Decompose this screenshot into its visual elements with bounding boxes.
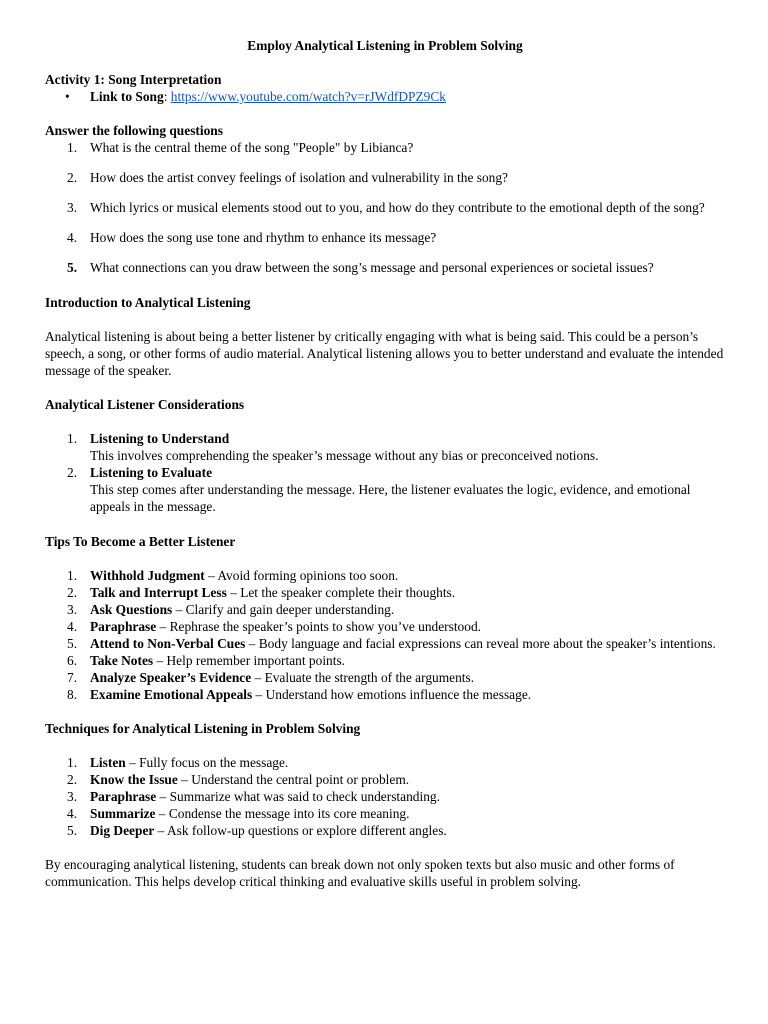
- tip-number: 2.: [67, 585, 78, 600]
- tip-term: Analyze Speaker’s Evidence: [90, 670, 252, 685]
- technique-desc: – Fully focus on the message.: [125, 755, 289, 770]
- tip-desc: – Body language and facial expressions can reveal more about the speaker’s intentions.: [245, 636, 716, 651]
- tip-item: [45, 567, 725, 584]
- technique-item: [45, 822, 725, 839]
- question-number: 1.: [67, 140, 78, 155]
- tip-item: [45, 635, 725, 652]
- tip-term: Withhold Judgment: [90, 568, 205, 583]
- question-item: [45, 139, 725, 156]
- technique-item: [45, 805, 725, 822]
- tip-term: Take Notes: [90, 653, 154, 668]
- questions-heading: Answer the following questions: [45, 123, 223, 138]
- tip-desc: – Clarify and gain deeper understanding.: [172, 602, 395, 617]
- question-item: [45, 169, 725, 186]
- technique-number: 2.: [67, 772, 78, 787]
- tip-item: [45, 618, 725, 635]
- techniques-heading: Techniques for Analytical Listening in Problem Solving: [45, 721, 361, 736]
- technique-term: Know the Issue: [90, 772, 178, 787]
- tip-number: 7.: [67, 670, 78, 685]
- technique-number: 4.: [67, 806, 78, 821]
- technique-term: Dig Deeper: [90, 823, 155, 838]
- tip-item: [45, 669, 725, 686]
- tip-term: Examine Emotional Appeals: [90, 687, 253, 702]
- question-text: How does the song use tone and rhythm to enhance its message?: [90, 230, 437, 245]
- consideration-item: [45, 464, 725, 515]
- technique-term: Listen: [90, 755, 126, 770]
- question-item: [45, 259, 725, 276]
- tip-item: [45, 601, 725, 618]
- technique-number: 1.: [67, 755, 78, 770]
- consideration-desc: This involves comprehending the speaker’s message without any bias or preconceived notions.: [90, 448, 599, 463]
- question-text: What is the central theme of the song "People" by Libianca?: [90, 140, 414, 155]
- questions-list: [45, 139, 725, 276]
- consideration-title: Listening to Evaluate: [90, 465, 213, 480]
- question-text: Which lyrics or musical elements stood out to you, and how do they contribute to the emotional depth of the song?: [90, 200, 705, 215]
- tip-term: Ask Questions: [90, 602, 173, 617]
- activity-list: [45, 88, 725, 105]
- tip-item: [45, 584, 725, 601]
- technique-desc: – Condense the message into its core meaning.: [155, 806, 410, 821]
- consideration-number: 2.: [67, 465, 78, 480]
- technique-item: [45, 788, 725, 805]
- technique-desc: – Ask follow-up questions or explore different angles.: [154, 823, 447, 838]
- technique-desc: – Understand the central point or problem.: [177, 772, 410, 787]
- tip-term: Talk and Interrupt Less: [90, 585, 227, 600]
- closing-paragraph: By encouraging analytical listening, students can break down not only spoken texts but also music and other forms of communication. This helps develop critical thinking and evaluative skills useful in problem solving.: [45, 857, 675, 889]
- tip-number: 6.: [67, 653, 78, 668]
- technique-number: 5.: [67, 823, 78, 838]
- link-label: Link to Song: [90, 89, 164, 104]
- tip-number: 1.: [67, 568, 78, 583]
- activity-heading: Activity 1: Song Interpretation: [45, 72, 222, 87]
- tip-desc: – Let the speaker complete their thoughts.: [226, 585, 456, 600]
- technique-term: Summarize: [90, 806, 156, 821]
- tip-number: 5.: [67, 636, 78, 651]
- technique-number: 3.: [67, 789, 78, 804]
- tip-number: 8.: [67, 687, 78, 702]
- considerations-heading: Analytical Listener Considerations: [45, 397, 245, 412]
- tip-item: [45, 652, 725, 669]
- tip-term: Paraphrase: [90, 619, 157, 634]
- tip-desc: – Avoid forming opinions too soon.: [204, 568, 399, 583]
- intro-heading: Introduction to Analytical Listening: [45, 295, 251, 310]
- question-number: 4.: [67, 230, 78, 245]
- tips-heading: Tips To Become a Better Listener: [45, 534, 236, 549]
- tip-number: 3.: [67, 602, 78, 617]
- consideration-desc: This step comes after understanding the message. Here, the listener evaluates the logic, evidence, and emotional appeals in the message.: [90, 482, 691, 514]
- question-number: 2.: [67, 170, 78, 185]
- tip-desc: – Rephrase the speaker’s points to show you’ve understood.: [156, 619, 481, 634]
- question-text: How does the artist convey feelings of isolation and vulnerability in the song?: [90, 170, 508, 185]
- intro-paragraph: Analytical listening is about being a better listener by critically engaging with what is being said. This could be a person’s speech, a song, or other forms of audio material. Analytical listening allows you to better understand and evaluate the intended message of the speaker.: [45, 329, 724, 378]
- question-item: [45, 229, 725, 246]
- techniques-list: [45, 754, 725, 839]
- tip-number: 4.: [67, 619, 78, 634]
- tip-desc: – Understand how emotions influence the message.: [252, 687, 532, 702]
- technique-item: [45, 754, 725, 771]
- page-title: Employ Analytical Listening in Problem Solving: [247, 38, 523, 53]
- link-separator: :: [163, 89, 168, 104]
- question-item: [45, 199, 725, 216]
- tip-term: Attend to Non-Verbal Cues: [90, 636, 246, 651]
- technique-term: Paraphrase: [90, 789, 157, 804]
- tip-desc: – Evaluate the strength of the arguments.: [251, 670, 475, 685]
- consideration-item: [45, 430, 725, 464]
- tip-desc: – Help remember important points.: [153, 653, 346, 668]
- song-link[interactable]: https://www.youtube.com/watch?v=rJWdfDPZ9Ck: [170, 89, 446, 104]
- considerations-list: [45, 430, 725, 515]
- bullet-icon: •: [65, 89, 70, 104]
- list-item: [45, 88, 725, 105]
- technique-item: [45, 771, 725, 788]
- technique-desc: – Summarize what was said to check understanding.: [156, 789, 440, 804]
- question-text: What connections can you draw between the song’s message and personal experiences or societal issues?: [90, 260, 654, 275]
- tip-item: [45, 686, 725, 703]
- consideration-title: Listening to Understand: [90, 431, 230, 446]
- consideration-number: 1.: [67, 431, 78, 446]
- question-number: 5.: [67, 260, 78, 275]
- question-number: 3.: [67, 200, 78, 215]
- tips-list: [45, 567, 725, 703]
- document-page: [45, 37, 725, 890]
